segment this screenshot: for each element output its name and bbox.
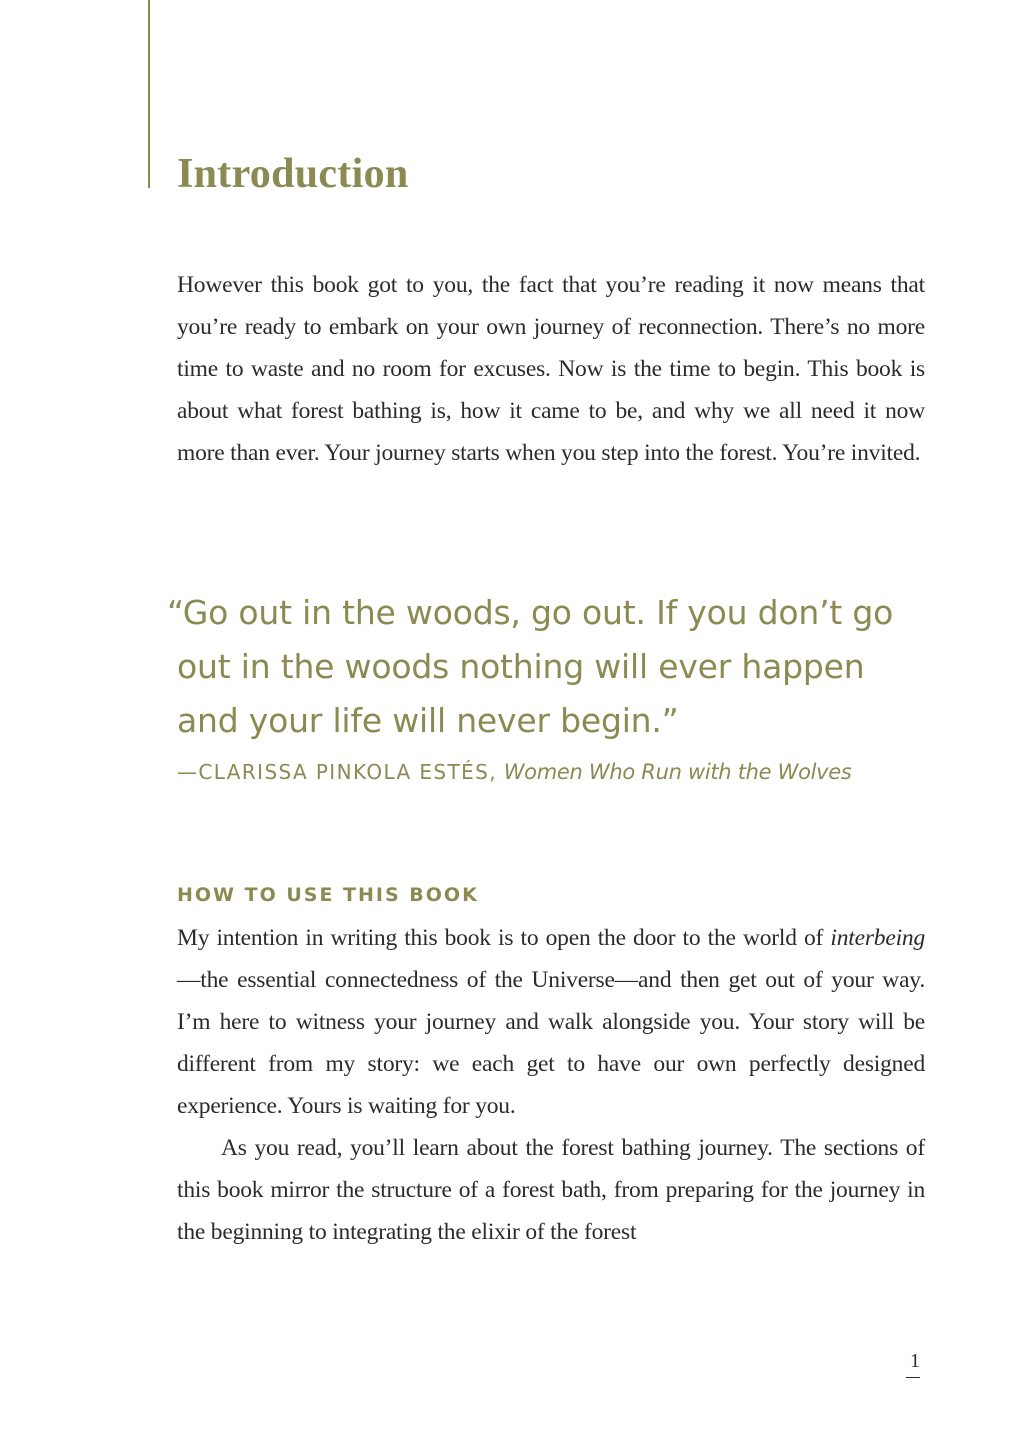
chapter-rule [148, 0, 150, 188]
epigraph-work-title: Women Who Run with the Wolves [503, 760, 852, 784]
interbeing-term: interbeing [830, 925, 925, 951]
page-number-underline [906, 1377, 920, 1378]
epigraph-author: —CLARISSA PINKOLA ESTÉS, [177, 760, 498, 784]
page-number: 1 [910, 1350, 920, 1372]
section-heading-how-to-use: HOW TO USE THIS BOOK [177, 884, 479, 906]
epigraph [167, 586, 927, 790]
paragraph-text-segment: —the essential connectedness of the Universe—and then get out of your way. I’m here to witness your journey and walk alongside you. Your story will be different from my story: we each get to have our own perfectly designed experience. Yours is waiting for you. [177, 967, 925, 1119]
epigraph-attribution [177, 754, 927, 790]
how-to-use-paragraph-2: As you read, you’ll learn about the forest bathing journey. The sections of this book mirror the structure of a forest bath, from preparing for the journey in the beginning to integrating the elixir of the forest [177, 1135, 925, 1245]
epigraph-quote: “Go out in the woods, go out. If you don’t go out in the woods nothing will ever happen and your life will never begin.” [167, 593, 894, 740]
intro-paragraph: However this book got to you, the fact that you’re reading it now means that you’re ready to embark on your own journey of reconnection. There’s no more time to waste and no room for excuses. Now is the time to begin. This book is about what forest bathing is, how it came to be, and why we all need it now more than ever. Your journey starts when you step into the forest. You’re invited. [177, 272, 925, 466]
paragraph-text-segment: My intention in writing this book is to open the door to the world of [177, 925, 831, 951]
how-to-use-paragraph-1 [177, 917, 925, 1127]
chapter-title: Introduction [177, 151, 409, 197]
